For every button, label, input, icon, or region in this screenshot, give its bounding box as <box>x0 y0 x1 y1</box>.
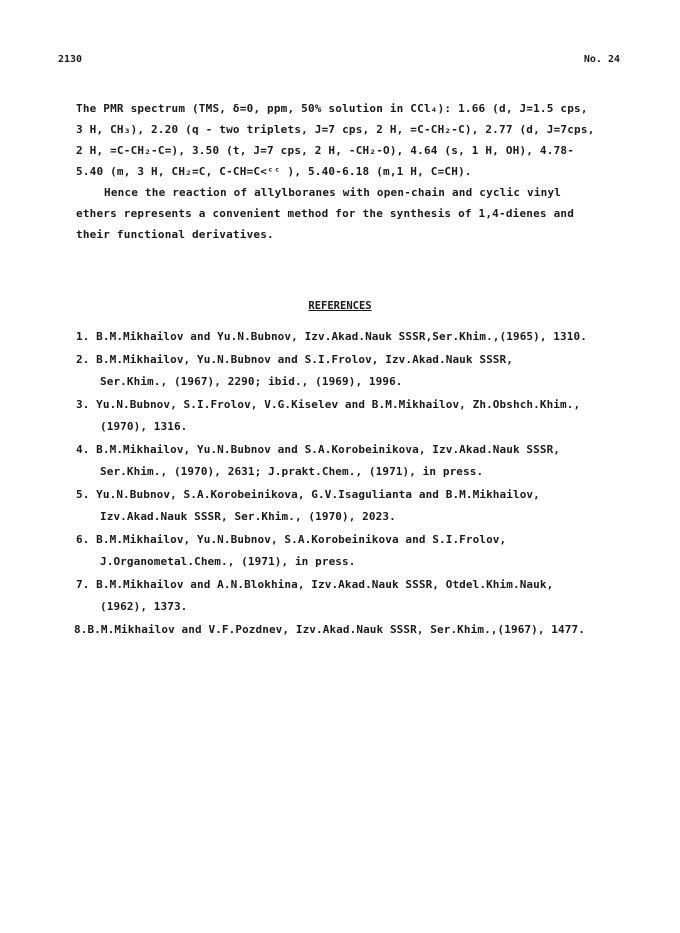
reference-line: 4. B.M.Mikhailov, Yu.N.Bubnov and S.A.Korobeinikova, Izv.Akad.Nauk SSSR, <box>76 442 561 456</box>
reference-item <box>76 439 646 484</box>
pmr-line-2: 3 H, CH₃), 2.20 (q - two triplets, J=7 cps, 2 H, =C-CH₂-C), 2.77 (d, J=7cps, <box>76 123 595 136</box>
reference-line: 7. B.M.Mikhailov and A.N.Blokhina, Izv.Akad.Nauk SSSR, Otdel.Khim.Nauk, <box>76 577 554 591</box>
pmr-line-3: 2 H, =C-CH₂-C=), 3.50 (t, J=7 cps, 2 H, -CH₂-O), 4.64 (s, 1 H, OH), 4.78- <box>76 144 575 157</box>
references-heading: REFERENCES <box>308 300 372 312</box>
page-number: 2130 <box>58 54 83 65</box>
references-list <box>76 326 646 641</box>
pmr-line-1: The PMR spectrum (TMS, δ=0, ppm, 50% solution in CCl₄): 1.66 (d, J=1.5 cps, <box>76 102 588 115</box>
reference-item <box>76 326 646 349</box>
pmr-paragraph <box>76 98 636 182</box>
reference-item <box>76 619 646 642</box>
reference-line: (1970), 1316. <box>100 420 188 433</box>
reference-line: 5. Yu.N.Bubnov, S.A.Korobeinikova, G.V.Isagulianta and B.M.Mikhailov, <box>76 487 540 501</box>
reference-line: 8.B.M.Mikhailov and V.F.Pozdnev, Izv.Akad.Nauk SSSR, Ser.Khim.,(1967), 1477. <box>74 622 585 636</box>
reference-line: Izv.Akad.Nauk SSSR, Ser.Khim., (1970), 2023. <box>100 510 396 523</box>
reference-line: 6. B.M.Mikhailov, Yu.N.Bubnov, S.A.Korobeinikova and S.I.Frolov, <box>76 532 507 546</box>
reference-item <box>76 574 646 619</box>
conclusion-line-2: ethers represents a convenient method for the synthesis of 1,4-dienes and <box>76 207 575 220</box>
issue-number: No. 24 <box>583 54 620 65</box>
conclusion-paragraph <box>76 182 636 245</box>
reference-line: 1. B.M.Mikhailov and Yu.N.Bubnov, Izv.Akad.Nauk SSSR,Ser.Khim.,(1965), 1310. <box>76 330 587 343</box>
reference-item <box>76 529 646 574</box>
reference-line: 3. Yu.N.Bubnov, S.I.Frolov, V.G.Kiselev and B.M.Mikhailov, Zh.Obshch.Khim., <box>76 397 581 411</box>
reference-line: Ser.Khim., (1970), 2631; J.prakt.Chem., (1971), in press. <box>100 465 484 478</box>
reference-line: J.Organometal.Chem., (1971), in press. <box>100 555 356 568</box>
reference-item <box>76 394 646 439</box>
reference-item <box>76 484 646 529</box>
body-text <box>76 98 636 245</box>
reference-item <box>76 349 646 394</box>
pmr-line-4: 5.40 (m, 3 H, CH₂=C, C-CH=C<ᶜᶜ ), 5.40-6.18 (m,1 H, C=CH). <box>76 165 472 178</box>
conclusion-line-3: their functional derivatives. <box>76 228 274 241</box>
reference-line: 2. B.M.Mikhailov, Yu.N.Bubnov and S.I.Frolov, Izv.Akad.Nauk SSSR, <box>76 352 513 366</box>
conclusion-line-1: Hence the reaction of allylboranes with open-chain and cyclic vinyl <box>104 186 562 199</box>
reference-line: Ser.Khim., (1967), 2290; ibid., (1969), 1996. <box>100 375 403 388</box>
reference-line: (1962), 1373. <box>100 600 188 613</box>
